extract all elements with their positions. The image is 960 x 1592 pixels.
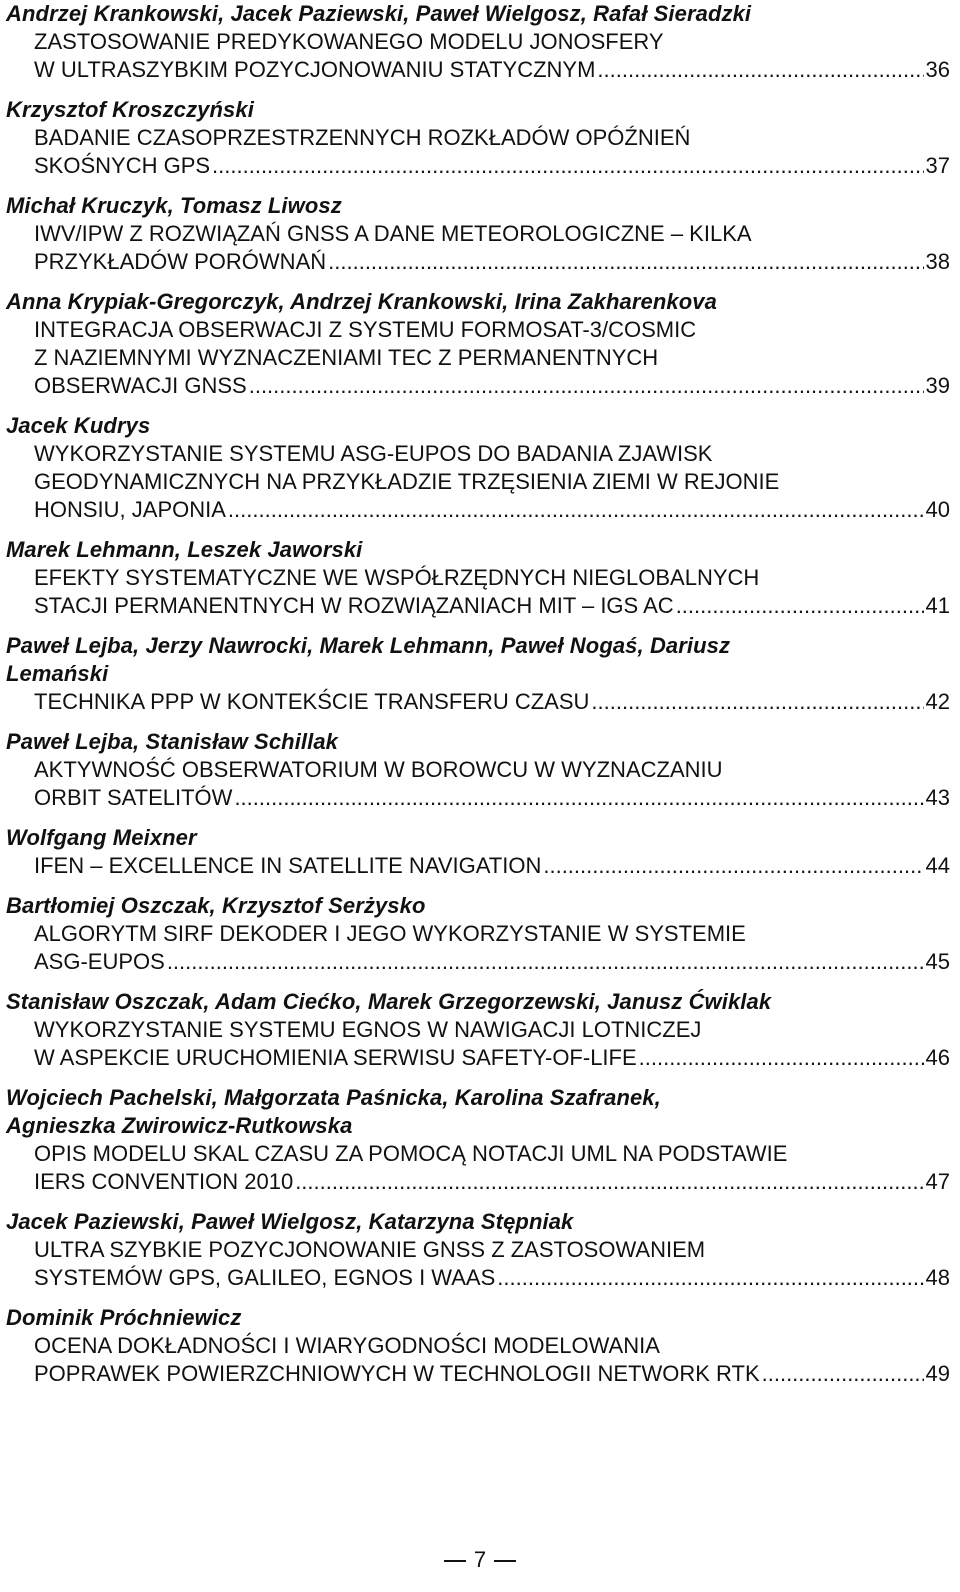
entry-title-line: WYKORZYSTANIE SYSTEMU EGNOS W NAWIGACJI LOTNICZEJ (34, 1017, 702, 1042)
dot-leader (497, 1264, 923, 1292)
entry-page-number[interactable]: 47 (925, 1169, 950, 1194)
page-number: 7 (473, 1547, 487, 1572)
entry-title-line: AKTYWNOŚĆ OBSERWATORIUM W BOROWCU W WYZNACZANIU (34, 757, 723, 782)
entry-page-number[interactable]: 42 (925, 689, 950, 714)
page-footer (0, 1546, 960, 1574)
toc-entry[interactable] (6, 728, 950, 812)
toc-entry[interactable] (6, 0, 950, 84)
entry-title-line: IWV/IPW Z ROZWIĄZAŃ GNSS A DANE METEOROLOGICZNE – KILKA (34, 221, 752, 246)
entry-page-number[interactable]: 41 (925, 593, 950, 618)
entry-leader-line (6, 1044, 950, 1072)
entry-authors: Jacek Kudrys (6, 413, 151, 438)
entry-title-line: EFEKTY SYSTEMATYCZNE WE WSPÓŁRZĘDNYCH NIEGLOBALNYCH (34, 565, 760, 590)
entry-page-number[interactable]: 44 (925, 853, 950, 878)
entry-title-line: WYKORZYSTANIE SYSTEMU ASG-EUPOS DO BADANIA ZJAWISK (34, 441, 713, 466)
entry-title-last-line: OBSERWACJI GNSS (34, 373, 247, 398)
toc-entry[interactable] (6, 824, 950, 880)
entry-page-number[interactable]: 45 (925, 949, 950, 974)
dot-leader (295, 1168, 923, 1196)
entry-title-last-line: TECHNIKA PPP W KONTEKŚCIE TRANSFERU CZASU (34, 689, 590, 714)
footer-dash-left (444, 1560, 466, 1562)
entry-authors: Wolfgang Meixner (6, 825, 197, 850)
dot-leader (234, 784, 923, 812)
toc-entry[interactable] (6, 536, 950, 620)
entry-authors: Paweł Lejba, Stanisław Schillak (6, 729, 339, 754)
entry-title-last-line: IFEN – EXCELLENCE IN SATELLITE NAVIGATION (34, 853, 542, 878)
entry-title-line: ALGORYTM SIRF DEKODER I JEGO WYKORZYSTANIE W SYSTEMIE (34, 921, 746, 946)
entry-leader-line (6, 948, 950, 976)
entry-page-number[interactable]: 43 (925, 785, 950, 810)
entry-authors: Michał Kruczyk, Tomasz Liwosz (6, 193, 342, 218)
dot-leader (249, 372, 924, 400)
entry-page-number[interactable]: 40 (925, 497, 950, 522)
entry-leader-line (6, 1264, 950, 1292)
dot-leader (543, 852, 923, 880)
entry-title-last-line: PRZYKŁADÓW PORÓWNAŃ (34, 249, 327, 274)
entry-leader-line (6, 688, 950, 716)
entry-title-last-line: W ASPEKCIE URUCHOMIENIA SERWISU SAFETY-OF-LIFE (34, 1045, 637, 1070)
table-of-contents (6, 0, 950, 1388)
toc-entry[interactable] (6, 192, 950, 276)
entry-leader-line (6, 852, 950, 880)
toc-entry[interactable] (6, 1304, 950, 1388)
entry-title-line: Z NAZIEMNYMI WYZNACZENIAMI TEC Z PERMANENTNYCH (34, 345, 659, 370)
entry-authors: Bartłomiej Oszczak, Krzysztof Serżysko (6, 893, 426, 918)
entry-page-number[interactable]: 39 (925, 373, 950, 398)
toc-entry[interactable] (6, 892, 950, 976)
entry-title-last-line: STACJI PERMANENTNYCH W ROZWIĄZANIACH MIT – IGS AC (34, 593, 674, 618)
entry-title-last-line: HONSIU, JAPONIA (34, 497, 226, 522)
entry-title-line: OPIS MODELU SKAL CZASU ZA POMOCĄ NOTACJI UML NA PODSTAWIE (34, 1141, 788, 1166)
dot-leader (762, 1360, 924, 1388)
toc-entry[interactable] (6, 632, 950, 716)
entry-page-number[interactable]: 38 (925, 249, 950, 274)
entry-title-line: GEODYNAMICZNYCH NA PRZYKŁADZIE TRZĘSIENIA ZIEMI W REJONIE (34, 469, 780, 494)
entry-authors: Krzysztof Kroszczyński (6, 97, 254, 122)
toc-entry[interactable] (6, 988, 950, 1072)
entry-title-line: ZASTOSOWANIE PREDYKOWANEGO MODELU JONOSFERY (34, 29, 664, 54)
entry-title-last-line: ORBIT SATELITÓW (34, 785, 233, 810)
toc-entry[interactable] (6, 1208, 950, 1292)
entry-page-number[interactable]: 49 (925, 1361, 950, 1386)
entry-page-number[interactable]: 37 (925, 153, 950, 178)
entry-leader-line (6, 372, 950, 400)
entry-page-number[interactable]: 36 (925, 57, 950, 82)
entry-authors: Wojciech Pachelski, Małgorzata Paśnicka, Karolina Szafranek, (6, 1085, 661, 1110)
entry-leader-line (6, 592, 950, 620)
entry-leader-line (6, 56, 950, 84)
entry-leader-line (6, 248, 950, 276)
entry-leader-line (6, 784, 950, 812)
entry-title-last-line: POPRAWEK POWIERZCHNIOWYCH W TECHNOLOGII NETWORK RTK (34, 1361, 760, 1386)
entry-authors: Stanisław Oszczak, Adam Ciećko, Marek Grzegorzewski, Janusz Ćwiklak (6, 989, 772, 1014)
entry-title-last-line: ASG-EUPOS (34, 949, 165, 974)
entry-authors: Lemański (6, 661, 109, 686)
entry-authors: Andrzej Krankowski, Jacek Paziewski, Paweł Wielgosz, Rafał Sieradzki (6, 1, 752, 26)
dot-leader (228, 496, 924, 524)
entry-leader-line (6, 1360, 950, 1388)
entry-title-last-line: IERS CONVENTION 2010 (34, 1169, 294, 1194)
toc-entry[interactable] (6, 1084, 950, 1196)
entry-leader-line (6, 496, 950, 524)
toc-entry[interactable] (6, 412, 950, 524)
dot-leader (591, 688, 923, 716)
entry-title-last-line: W ULTRASZYBKIM POZYCJONOWANIU STATYCZNYM (34, 57, 596, 82)
entry-page-number[interactable]: 48 (925, 1265, 950, 1290)
dot-leader (167, 948, 924, 976)
entry-title-last-line: SKOŚNYCH GPS (34, 153, 211, 178)
dot-leader (676, 592, 924, 620)
entry-title-line: ULTRA SZYBKIE POZYCJONOWANIE GNSS Z ZASTOSOWANIEM (34, 1237, 706, 1262)
entry-authors: Agnieszka Zwirowicz-Rutkowska (6, 1113, 353, 1138)
toc-entry[interactable] (6, 96, 950, 180)
dot-leader (328, 248, 923, 276)
entry-title-line: BADANIE CZASOPRZESTRZENNYCH ROZKŁADÓW OPÓŹNIEŃ (34, 125, 691, 150)
toc-entry[interactable] (6, 288, 950, 400)
entry-title-line: OCENA DOKŁADNOŚCI I WIARYGODNOŚCI MODELOWANIA (34, 1333, 660, 1358)
dot-leader (212, 152, 923, 180)
entry-title-last-line: SYSTEMÓW GPS, GALILEO, EGNOS I WAAS (34, 1265, 496, 1290)
dot-leader (639, 1044, 924, 1072)
footer-dash-right (494, 1560, 516, 1562)
entry-authors: Paweł Lejba, Jerzy Nawrocki, Marek Lehmann, Paweł Nogaś, Dariusz (6, 633, 731, 658)
entry-authors: Jacek Paziewski, Paweł Wielgosz, Katarzyna Stępniak (6, 1209, 574, 1234)
entry-authors: Marek Lehmann, Leszek Jaworski (6, 537, 363, 562)
entry-page-number[interactable]: 46 (925, 1045, 950, 1070)
entry-leader-line (6, 152, 950, 180)
entry-leader-line (6, 1168, 950, 1196)
entry-title-line: INTEGRACJA OBSERWACJI Z SYSTEMU FORMOSAT-3/COSMIC (34, 317, 697, 342)
entry-authors: Anna Krypiak-Gregorczyk, Andrzej Krankowski, Irina Zakharenkova (6, 289, 717, 314)
dot-leader (597, 56, 923, 84)
entry-authors: Dominik Próchniewicz (6, 1305, 242, 1330)
